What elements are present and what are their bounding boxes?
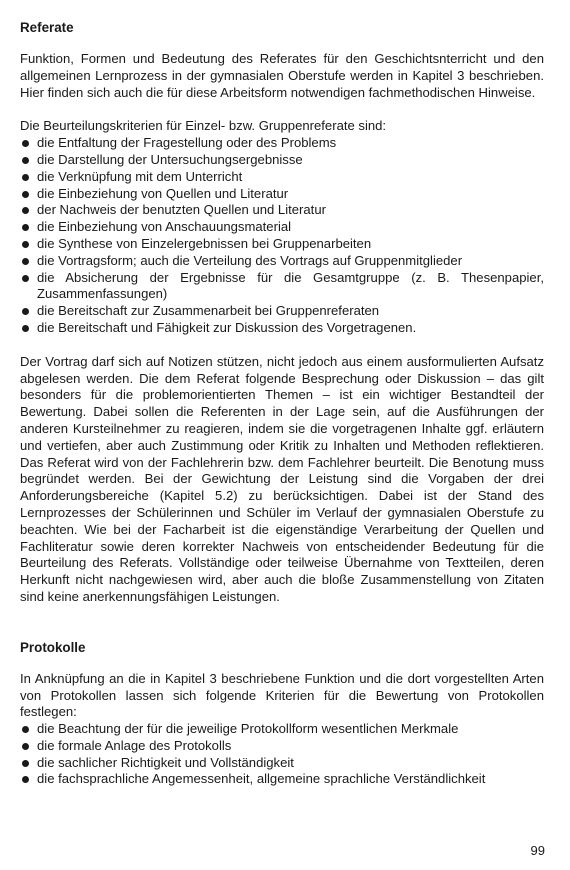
list-item: die Verknüpfung mit dem Unterricht — [20, 169, 544, 186]
list-item: die Einbeziehung von Quellen und Literatur — [20, 186, 544, 203]
list-item: die sachlicher Richtigkeit und Vollständigkeit — [20, 755, 544, 772]
list-item: die Absicherung der Ergebnisse für die Gesamtgruppe (z. B. Thesenpapier, Zusammenfassungen) — [20, 270, 544, 304]
list-item: die Darstellung der Untersuchungsergebnisse — [20, 152, 544, 169]
referate-intro-paragraph: Funktion, Formen und Bedeutung des Referates für den Geschichtsnterricht und den allgemeinen Lernprozess in der gymnasialen Oberstufe werden in Kapitel 3 beschrieben. Hier finden sich auch die für diese Arbeitsform notwendigen fachmethodischen Hinweise. — [20, 51, 544, 100]
protokolle-criteria-list — [20, 721, 544, 788]
list-item: die Beachtung der für die jeweilige Protokollform wesentlichen Merkmale — [20, 721, 544, 738]
criteria-intro: Die Beurteilungskriterien für Einzel- bzw. Gruppenreferate sind: — [20, 118, 387, 134]
list-item: der Nachweis der benutzten Quellen und Literatur — [20, 202, 544, 219]
list-item: die fachsprachliche Angemessenheit, allgemeine sprachliche Verständlichkeit — [20, 771, 544, 788]
section-title-protokolle: Protokolle — [20, 639, 86, 655]
page-number: 99 — [530, 843, 545, 858]
list-item: die Synthese von Einzelergebnissen bei Gruppenarbeiten — [20, 236, 544, 253]
list-item: die Bereitschaft zur Zusammenarbeit bei Gruppenreferaten — [20, 303, 544, 320]
protokolle-intro-paragraph: In Anknüpfung an die in Kapitel 3 beschriebene Funktion und die dort vorgestellten Arten von Protokollen lassen sich folgende Kriterien für die Bewertung von Protokollen festlegen: — [20, 670, 544, 720]
list-item: die formale Anlage des Protokolls — [20, 738, 544, 755]
section-title-referate: Referate — [20, 20, 74, 35]
list-item: die Entfaltung der Fragestellung oder des Problems — [20, 135, 544, 152]
list-item: die Einbeziehung von Anschauungsmaterial — [20, 219, 544, 236]
referate-criteria-list — [20, 135, 544, 337]
list-item: die Bereitschaft und Fähigkeit zur Diskussion des Vorgetragenen. — [20, 320, 544, 337]
referate-body-paragraph: Der Vortrag darf sich auf Notizen stützen, nicht jedoch aus einem ausformulierten Aufsatz abgelesen werden. Die dem Referat folgende Besprechung oder Diskussion – das gilt besonders für die problemorientierten Themen – ist ein wichtiger Bestandteil der Bewertung. Dabei sollen die Referenten in der Lage sein, auf die Ausführungen der anderen Kursteilnehmer zu reagieren, indem sie die vorgetragenen Inhalte ggf. erläutern und vertiefen, aber auch Zustimmung oder Kritik zu Inhalten und Methoden reflektieren. Das Referat wird von der Fachlehrerin bzw. dem Fachlehrer beurteilt. Die Benotung muss begründet werden. Bei der Gewichtung der Leistung sind die Vorgaben der drei Anforderungsbereiche (Kapitel 5.2) zu berücksichtigen. Dabei ist der Stand des Lernprozesses der Schülerinnen und Schüler im Verlauf der gymnasialen Oberstufe zu beachten. Wie bei der Facharbeit ist die eigenständige Verarbeitung der Quellen und Fachliteratur sowie deren korrekter Nachweis von entscheidender Bedeutung für die Beurteilung des Referats. Vollständige oder teilweise Übernahme von Textteilen, deren Herkunft nicht nachgewiesen wird, aber auch die bloße Zusammenstellung von Zitaten sind keine anerkennungsfähigen Leistungen. — [20, 353, 544, 604]
list-item: die Vortragsform; auch die Verteilung des Vortrags auf Gruppenmitglieder — [20, 253, 544, 270]
